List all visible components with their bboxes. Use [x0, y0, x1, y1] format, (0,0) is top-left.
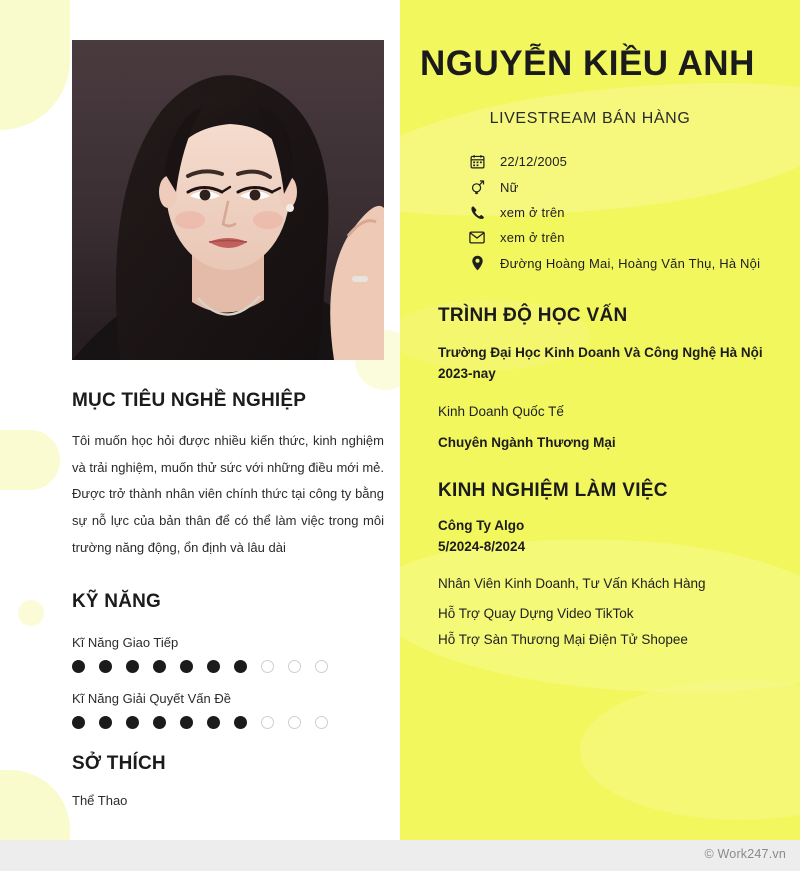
rating-dot	[153, 660, 166, 673]
rating-dot	[207, 716, 220, 729]
page-footer	[0, 840, 800, 871]
section-title-education: TRÌNH ĐỘ HỌC VẤN	[438, 305, 628, 327]
rating-dot	[99, 660, 112, 673]
contact-item-birthday	[466, 154, 772, 169]
objective-text: Tôi muốn học hỏi được nhiều kiến thức, kinh nghiệm và trải nghiệm, muốn thử sức với những điều mới mẻ. Được trở thành nhân viên chính thức tại công ty bằng sự nỗ lực của bản thân để có thể làm việc trong môi trường năng động, ổn định và lâu dài	[72, 433, 384, 555]
experience-period: 5/2024-8/2024	[438, 538, 526, 554]
rating-dot	[180, 716, 193, 729]
section-title-skills: KỸ NĂNG	[72, 591, 162, 613]
gender-icon	[466, 179, 488, 195]
rating-dot-empty	[288, 716, 301, 729]
rating-dot-empty	[288, 660, 301, 673]
location-icon	[466, 255, 488, 271]
experience-line: Hỗ Trợ Quay Dựng Video TikTok	[438, 606, 634, 622]
decor-wave	[580, 680, 800, 820]
education-specialty: Chuyên Ngành Thương Mại	[438, 434, 616, 450]
section-title-experience: KINH NGHIỆM LÀM VIỆC	[438, 479, 668, 501]
skill-item	[72, 691, 384, 729]
right-column	[400, 0, 800, 840]
education-school: Trường Đại Học Kinh Doanh Và Công Nghệ Hà Nội	[438, 345, 763, 361]
phone-icon	[466, 205, 488, 220]
skill-label: Kĩ Năng Giải Quyết Vấn Đề	[72, 691, 231, 707]
rating-dot	[99, 716, 112, 729]
skill-item	[72, 635, 384, 673]
section-title-objective: MỤC TIÊU NGHỀ NGHIỆP	[72, 390, 307, 411]
experience-line: Nhân Viên Kinh Doanh, Tư Vấn Khách Hàng	[438, 576, 706, 592]
rating-dot	[234, 716, 247, 729]
hobby-value: Thể Thao	[72, 793, 128, 809]
page-title: NGUYỄN KIỀU ANH	[420, 44, 755, 83]
calendar-icon	[466, 154, 488, 169]
skill-label: Kĩ Năng Giao Tiếp	[72, 635, 179, 651]
rating-dot	[126, 660, 139, 673]
contact-value: Đường Hoàng Mai, Hoàng Văn Thụ, Hà Nội	[500, 255, 761, 271]
education-major: Kinh Doanh Quốc Tế	[438, 404, 564, 420]
education-period: 2023-nay	[438, 366, 496, 382]
rating-dot	[72, 716, 85, 729]
contact-item-gender	[466, 179, 772, 195]
rating-dot	[126, 716, 139, 729]
left-column	[0, 0, 400, 840]
section-title-hobby: SỞ THÍCH	[72, 753, 166, 775]
rating-dot-empty	[315, 716, 328, 729]
experience-line: Hỗ Trợ Sàn Thương Mại Điện Tử Shopee	[438, 631, 688, 647]
skill-rating	[72, 660, 384, 673]
rating-dot	[153, 716, 166, 729]
contact-value: Nữ	[500, 179, 519, 195]
rating-dot	[207, 660, 220, 673]
contact-value: xem ở trên	[500, 230, 565, 246]
contact-item-address	[466, 255, 772, 271]
avatar	[72, 40, 384, 360]
rating-dot-empty	[315, 660, 328, 673]
contact-list	[420, 154, 772, 271]
rating-dot	[180, 660, 193, 673]
email-icon	[466, 231, 488, 244]
left-content	[72, 390, 384, 808]
watermark-credit: © Work247.vn	[704, 847, 786, 861]
rating-dot-empty	[261, 660, 274, 673]
contact-item-phone	[466, 205, 772, 220]
contact-value: 22/12/2005	[500, 154, 568, 170]
rating-dot	[234, 660, 247, 673]
contact-value: xem ở trên	[500, 205, 565, 221]
experience-company: Công Ty Algo	[438, 517, 525, 533]
rating-dot	[72, 660, 85, 673]
job-title: LIVESTREAM BÁN HÀNG	[489, 110, 691, 128]
skill-rating	[72, 716, 384, 729]
contact-item-email	[466, 230, 772, 245]
rating-dot-empty	[261, 716, 274, 729]
